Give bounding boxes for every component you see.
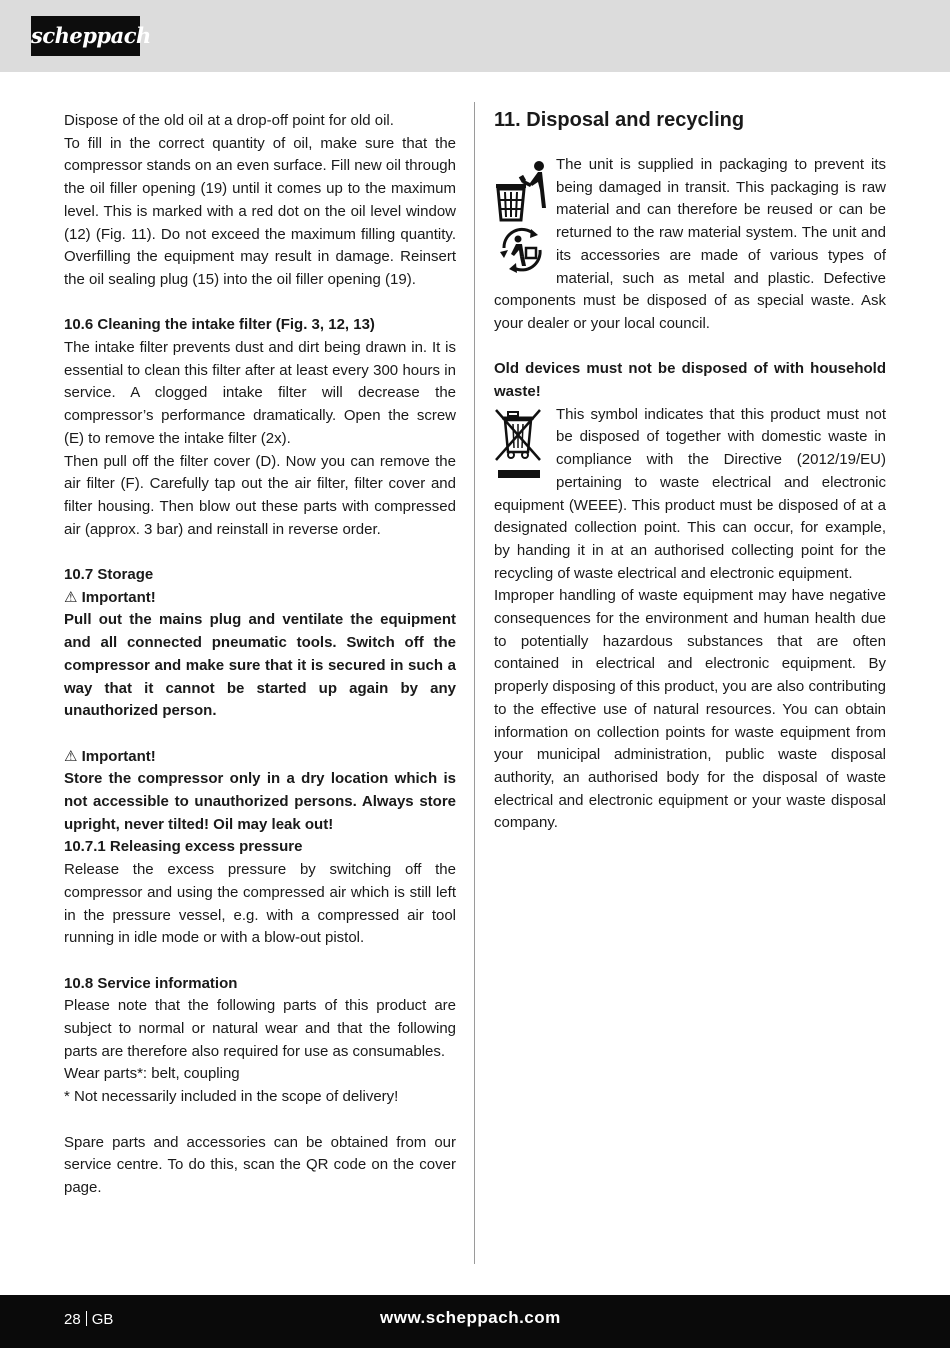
section-10-7-1-heading: 10.7.1 Releasing excess pressure	[64, 838, 303, 856]
disposal-icons	[494, 160, 552, 280]
website-url: www.scheppach.com	[380, 1308, 561, 1327]
household-waste-warning: Old devices must not be disposed of with household waste!	[494, 360, 886, 401]
section-10-8-paragraph-4: Spare parts and accessories can be obtained from our service centre. To do this, scan the QR code on the cover page.	[64, 1133, 456, 1196]
section-10-8-paragraph-1: Please note that the following parts of this product are subject to normal or natural wear and that the following parts are therefore also required for use as consumables.	[64, 997, 456, 1060]
brand-logo: scheppach	[31, 16, 140, 56]
packaging-paragraph: The unit is supplied in packaging to prevent its being damaged in transit. This packaging is raw material and can therefore be reused or can be returned to the raw material system. The unit and its accessories are made of various types of material, such as metal and plastic. Defective components must be disposed of as special waste. Ask your dealer or your local council.	[494, 156, 886, 332]
packaging-block	[494, 154, 886, 336]
section-10-6-paragraph-1: The intake filter prevents dust and dirt being drawn in. It is essential to clean this filter after at least every 300 hours in service. A clogged intake filter will decrease the compressor’s performance dramatically. Open the screw (E) to remove the intake filter (2x).	[64, 339, 456, 447]
important-text-2: Store the compressor only in a dry location which is not accessible to unauthorized persons. Always store upright, never tilted! Oil may leak out!	[64, 770, 456, 833]
page-number: 28	[64, 1311, 81, 1328]
page-header	[0, 0, 950, 72]
weee-block	[494, 404, 886, 586]
intro-paragraph-1: Dispose of the old oil at a drop-off point for old oil.	[64, 112, 394, 129]
page-footer	[0, 1295, 950, 1348]
column-divider	[474, 102, 475, 1264]
weee-symbol-wrap	[494, 406, 550, 482]
section-10-6-heading: 10.6 Cleaning the intake filter (Fig. 3, 12, 13)	[64, 316, 375, 334]
section-10-6-paragraph-2: Then pull off the filter cover (D). Now you can remove the air filter (F). Carefully tap out the air filter, filter cover and filter housing. Then blow out these parts with compressed air (approx. 3 bar) and reinstall in reverse order.	[64, 452, 456, 538]
page-number-label	[64, 1311, 113, 1328]
important-text-1: Pull out the mains plug and ventilate the equipment and all connected pneumatic tools. Switch off the compressor and make sure that it is secured in such a way that it cannot be started up again by any unauthorized person.	[64, 611, 456, 720]
section-10-8-paragraph-3: * Not necessarily included in the scope of delivery!	[64, 1088, 399, 1106]
bin-disposal-icon	[494, 160, 550, 222]
section-10-8-heading: 10.8 Service information	[64, 974, 238, 992]
section-10-7-heading: 10.7 Storage	[64, 566, 154, 584]
recycling-icon	[494, 226, 550, 276]
left-column	[64, 110, 456, 1200]
crossed-out-bin-icon	[494, 406, 546, 482]
language-code: GB	[91, 1311, 114, 1328]
intro-paragraph-2: To fill in the correct quantity of oil, make sure that the compressor stands on an even surface. Fill new oil through the oil filler opening (19) until it comes up to the maximum level. This is marked with a red dot on the oil level window (12) (Fig. 11). Do not exceed the maximum filling quantity. Overfilling the equipment may result in damage. Reinsert the oil sealing plug (15) into the oil filler opening (19).	[64, 134, 456, 288]
important-label-1: ⚠ Important!	[64, 588, 156, 606]
improper-handling-paragraph: Improper handling of waste equipment may have negative consequences for the environment and human health due to potentially hazardous substances that are often contained in electrical and electronic equipment. By properly disposing of this product, you are also contributing to the effective use of natural resources. You can obtain information on collection points for waste equipment from your municipal administration, public waste disposal authority, an authorised body for the disposal of waste electrical and electronic equipment or your waste disposal company.	[494, 587, 886, 832]
section-10-7-1-paragraph: Release the excess pressure by switching off the compressor and using the compressed air which is still left in the pressure vessel, e.g. with a compressed air tool running in idle mode or with a blow-out pistol.	[64, 861, 456, 947]
weee-paragraph: This symbol indicates that this product must not be disposed of together with domestic waste in compliance with the Directive (2012/19/EU) pertaining to waste electrical and electronic equipment (WEEE). This product must be disposed of at a designated collection point. This can occur, for example, by handing it in at an authorised collecting point for the recycling of waste electrical and electronic equipment.	[494, 405, 886, 582]
important-label-2: ⚠ Important!	[64, 747, 156, 765]
right-column	[494, 108, 886, 835]
section-11-heading: 11. Disposal and recycling	[494, 109, 745, 131]
section-10-8-paragraph-2: Wear parts*: belt, coupling	[64, 1065, 240, 1083]
